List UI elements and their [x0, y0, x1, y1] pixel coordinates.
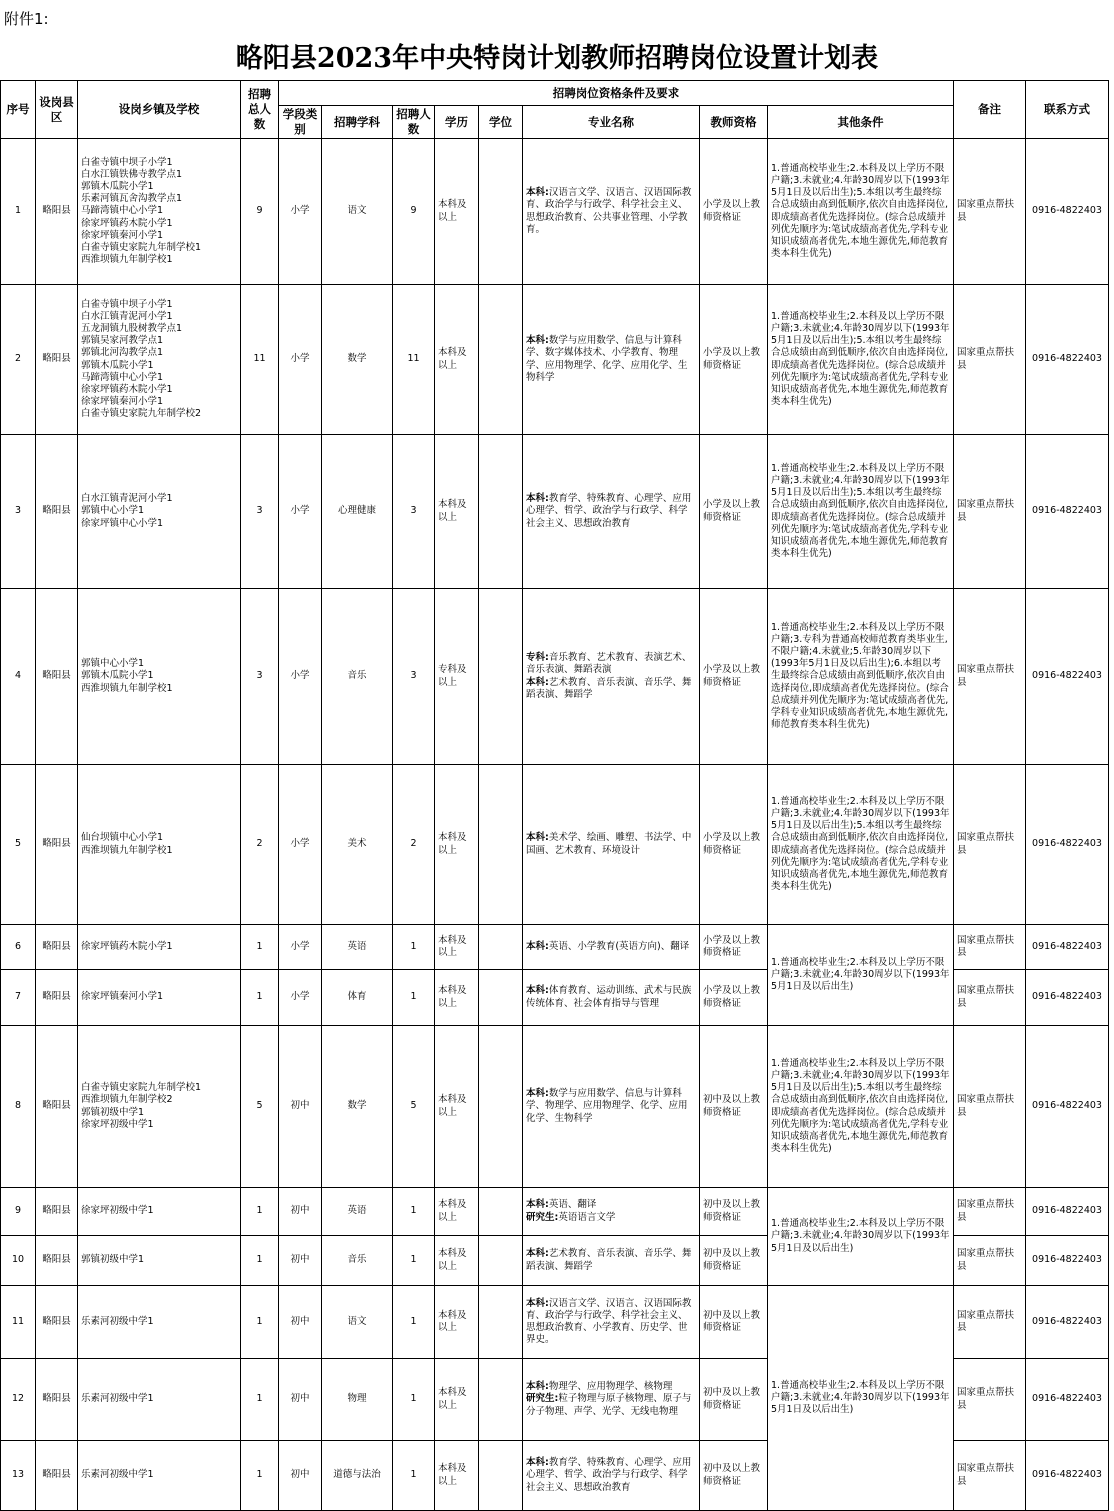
major-list: 音乐教育、艺术教育、表演艺术、音乐表演、舞蹈表演: [526, 652, 692, 676]
row-degree: [479, 765, 523, 925]
major-level-label: 研究生:: [526, 1211, 559, 1223]
school-item: 徐家坪镇秦河小学1: [81, 395, 164, 407]
header-degree: 学位: [479, 106, 523, 139]
row-total: 11: [241, 285, 279, 435]
row-edu: 本科及以上: [435, 970, 479, 1026]
row-contact: 0916-4822403: [1026, 1236, 1109, 1286]
school-item: 白水江镇青泥河小学1: [81, 310, 173, 322]
row-county: 略阳县: [36, 285, 78, 435]
row-major: [523, 589, 700, 765]
header-major: 专业名称: [523, 106, 700, 139]
major-level-label: 本科:: [526, 1297, 549, 1309]
school-item: 郭镇中心小学1: [81, 505, 145, 517]
row-county: 略阳县: [36, 139, 78, 285]
row-major: [523, 1441, 700, 1511]
major-list: 英语、小学教育(英语方向)、翻译: [548, 940, 690, 952]
row-schools: [78, 1359, 241, 1441]
row-schools: [78, 925, 241, 970]
row-county: 略阳县: [36, 589, 78, 765]
school-item: 郭镇木瓜院小学1: [81, 359, 154, 371]
row-cert: 小学及以上教师资格证: [700, 139, 768, 285]
row-other-conditions: 1.普通高校毕业生;2.本科及以上学历不限户籍;3.未就业;4.年龄30周岁以下(1993年5月1日及以后出生): [768, 925, 954, 1026]
school-item: 白水江镇铁佛寺教学点1: [81, 168, 183, 180]
row-remark: 国家重点帮扶县: [954, 1441, 1026, 1511]
row-county: 略阳县: [36, 1286, 78, 1359]
row-cert: 小学及以上教师资格证: [700, 589, 768, 765]
school-item: 郭镇初级中学1: [81, 1106, 145, 1118]
row-subject: 美术: [322, 765, 393, 925]
row-degree: [479, 589, 523, 765]
row-count: 1: [393, 1441, 435, 1511]
row-cert: 初中及以上教师资格证: [700, 1441, 768, 1511]
row-other-conditions: 1.普通高校毕业生;2.本科及以上学历不限户籍;3.未就业;4.年龄30周岁以下(1993年5月1日及以后出生);5.本组以考生最终综合总成绩由高到低顺序,依次自由选择岗位,即成绩高者优先选择岗位。(综合总成绩并列优先顺序为:笔试成绩高者优先,学科专业知识成绩高者优先,本地生源优先,师范教育类本科生优先): [768, 139, 954, 285]
row-other-conditions: 1.普通高校毕业生;2.本科及以上学历不限户籍;3.专科为普通高校师范教育类毕业生,不限户籍;4.未就业;5.年龄30周岁以下(1993年5月1日及以后出生);6.本组以考生最终综合总成绩由高到低顺序,依次自由选择岗位,即成绩高者优先选择岗位。(综合总成绩并列优先顺序为:笔试成绩高者优先,学科专业知识成绩高者优先,本地生源优先,师范教育类本科生优先): [768, 589, 954, 765]
major-list: 汉语言文学、汉语言、汉语国际教育、政治学与行政学、科学社会主义、思想政治教育、公共事业管理、小学教育。: [526, 187, 692, 235]
row-remark: 国家重点帮扶县: [954, 1359, 1026, 1441]
major-level-label: 本科:: [526, 1457, 549, 1469]
major-list: 数学与应用数学、信息与计算科学、数字媒体技术、小学教育、物理学、应用物理学、化学、应用化学、生物科学: [526, 335, 688, 383]
row-cert: 初中及以上教师资格证: [700, 1286, 768, 1359]
row-cert: 小学及以上教师资格证: [700, 435, 768, 589]
row-remark: 国家重点帮扶县: [954, 589, 1026, 765]
row-stage: 小学: [279, 139, 322, 285]
row-edu: 本科及以上: [435, 139, 479, 285]
row-edu: 本科及以上: [435, 285, 479, 435]
row-contact: 0916-4822403: [1026, 1188, 1109, 1236]
row-other-conditions: 1.普通高校毕业生;2.本科及以上学历不限户籍;3.未就业;4.年龄30周岁以下(1993年5月1日及以后出生): [768, 1188, 954, 1286]
row-stage: 小学: [279, 285, 322, 435]
row-count: 2: [393, 765, 435, 925]
row-seq: 6: [1, 925, 36, 970]
header-count: 招聘人数: [393, 106, 435, 139]
row-total: 1: [241, 1286, 279, 1359]
row-total: 1: [241, 925, 279, 970]
header-stage: 学段类别: [279, 106, 322, 139]
major-list: 数学与应用数学、信息与计算科学、物理学、应用物理学、化学、应用化学、生物科学: [526, 1088, 688, 1124]
row-cert: 初中及以上教师资格证: [700, 1236, 768, 1286]
school-item: 徐家坪镇秦河小学1: [81, 229, 164, 241]
school-item: 白雀寺镇史家院九年制学校1: [81, 241, 202, 253]
row-cert: 小学及以上教师资格证: [700, 765, 768, 925]
row-degree: [479, 435, 523, 589]
row-stage: 初中: [279, 1236, 322, 1286]
major-level-label: 本科:: [526, 940, 549, 952]
row-total: 1: [241, 1188, 279, 1236]
row-contact: 0916-4822403: [1026, 1026, 1109, 1188]
row-count: 1: [393, 1359, 435, 1441]
header-subject: 招聘学科: [322, 106, 393, 139]
school-item: 西淮坝镇九年制学校1: [81, 254, 173, 266]
header-total: 招聘总人数: [241, 81, 279, 139]
major-list: 教育学、特殊教育、心理学、应用心理学、哲学、政治学与行政学、科学社会主义、思想政治教育: [526, 1457, 692, 1493]
major-level-label: 本科:: [526, 1248, 549, 1260]
row-remark: 国家重点帮扶县: [954, 925, 1026, 970]
header-seq: 序号: [1, 81, 36, 139]
row-seq: 4: [1, 589, 36, 765]
row-schools: [78, 1026, 241, 1188]
row-count: 3: [393, 435, 435, 589]
header-county: 设岗县区: [36, 81, 78, 139]
row-seq: 10: [1, 1236, 36, 1286]
row-total: 2: [241, 765, 279, 925]
major-level-label: 本科:: [526, 187, 549, 199]
major-level-label: 本科:: [526, 832, 549, 844]
row-subject: 体育: [322, 970, 393, 1026]
row-major: [523, 1026, 700, 1188]
row-edu: 本科及以上: [435, 765, 479, 925]
table-row: [1, 765, 1109, 925]
row-cert: 初中及以上教师资格证: [700, 1359, 768, 1441]
row-total: 1: [241, 970, 279, 1026]
school-item: 徐家坪镇药木院小学1: [81, 217, 173, 229]
row-contact: 0916-4822403: [1026, 139, 1109, 285]
row-count: 3: [393, 589, 435, 765]
major-level-label: 本科:: [526, 1381, 549, 1393]
row-contact: 0916-4822403: [1026, 285, 1109, 435]
row-count: 9: [393, 139, 435, 285]
school-item: 仙台坝镇中心小学1: [81, 832, 164, 844]
row-seq: 7: [1, 970, 36, 1026]
row-stage: 初中: [279, 1286, 322, 1359]
attachment-label: 附件1:: [4, 10, 49, 28]
row-subject: 英语: [322, 1188, 393, 1236]
row-edu: 本科及以上: [435, 1286, 479, 1359]
major-list: 粒子物理与原子核物理、原子与分子物理、声学、光学、无线电物理: [526, 1393, 692, 1417]
row-major: [523, 1286, 700, 1359]
school-item: 郭镇北河沟教学点1: [81, 347, 164, 359]
row-county: 略阳县: [36, 1236, 78, 1286]
row-seq: 9: [1, 1188, 36, 1236]
major-level-label: 本科:: [526, 1199, 549, 1211]
row-degree: [479, 1286, 523, 1359]
table-body: [1, 139, 1109, 1511]
school-item: 郭镇木瓜院小学1: [81, 670, 154, 682]
row-county: 略阳县: [36, 1188, 78, 1236]
row-edu: 本科及以上: [435, 1236, 479, 1286]
school-item: 五龙洞镇九股树教学点1: [81, 323, 183, 335]
school-item: 乐素河初级中学1: [81, 1393, 154, 1405]
row-degree: [479, 139, 523, 285]
row-major: [523, 1188, 700, 1236]
major-level-label: 研究生:: [526, 1393, 559, 1405]
row-subject: 音乐: [322, 589, 393, 765]
row-subject: 数学: [322, 1026, 393, 1188]
row-subject: 道德与法治: [322, 1441, 393, 1511]
row-stage: 小学: [279, 970, 322, 1026]
row-contact: 0916-4822403: [1026, 765, 1109, 925]
row-degree: [479, 1236, 523, 1286]
major-list: 英语语言文学: [558, 1211, 616, 1223]
major-list: 汉语言文学、汉语言、汉语国际教育、政治学与行政学、科学社会主义、思想政治教育、小学教育、历史学、世界史。: [526, 1297, 692, 1346]
row-stage: 小学: [279, 589, 322, 765]
row-contact: 0916-4822403: [1026, 1359, 1109, 1441]
row-count: 1: [393, 925, 435, 970]
row-other-conditions: 1.普通高校毕业生;2.本科及以上学历不限户籍;3.未就业;4.年龄30周岁以下(1993年5月1日及以后出生);5.本组以考生最终综合总成绩由高到低顺序,依次自由选择岗位,即成绩高者优先选择岗位。(综合总成绩并列优先顺序为:笔试成绩高者优先,学科专业知识成绩高者优先,本地生源优先,师范教育类本科生优先): [768, 285, 954, 435]
row-count: 5: [393, 1026, 435, 1188]
row-cert: 初中及以上教师资格证: [700, 1188, 768, 1236]
row-degree: [479, 1359, 523, 1441]
row-seq: 5: [1, 765, 36, 925]
major-level-label: 本科:: [526, 335, 549, 347]
row-schools: [78, 139, 241, 285]
major-list: 物理学、应用物理学、核物理: [548, 1381, 673, 1393]
major-level-label: 本科:: [526, 985, 549, 997]
row-remark: 国家重点帮扶县: [954, 1236, 1026, 1286]
row-subject: 音乐: [322, 1236, 393, 1286]
school-item: 徐家坪初级中学1: [81, 1118, 154, 1130]
major-list: 艺术教育、音乐表演、音乐学、舞蹈表演、舞蹈学: [526, 676, 692, 700]
row-stage: 小学: [279, 925, 322, 970]
row-count: 1: [393, 1188, 435, 1236]
major-level-label: 本科:: [526, 493, 549, 505]
row-contact: 0916-4822403: [1026, 589, 1109, 765]
row-total: 3: [241, 435, 279, 589]
row-major: [523, 1359, 700, 1441]
row-total: 1: [241, 1359, 279, 1441]
table-row: [1, 139, 1109, 285]
row-county: 略阳县: [36, 970, 78, 1026]
row-seq: 3: [1, 435, 36, 589]
table-row: [1, 1026, 1109, 1188]
school-item: 徐家坪镇秦河小学1: [81, 991, 164, 1003]
row-major: [523, 285, 700, 435]
row-schools: [78, 435, 241, 589]
major-list: 体育教育、运动训练、武术与民族传统体育、社会体育指导与管理: [526, 985, 692, 1009]
row-stage: 小学: [279, 435, 322, 589]
school-item: 徐家坪镇药木院小学1: [81, 940, 173, 952]
row-county: 略阳县: [36, 1026, 78, 1188]
school-item: 白雀寺镇中坝子小学1: [81, 156, 173, 168]
major-level-label: 本科:: [526, 1088, 549, 1100]
row-count: 1: [393, 1236, 435, 1286]
row-subject: 数学: [322, 285, 393, 435]
row-remark: 国家重点帮扶县: [954, 1286, 1026, 1359]
row-seq: 2: [1, 285, 36, 435]
header-other: 其他条件: [768, 106, 954, 139]
header-remark: 备注: [954, 81, 1026, 139]
header-edu: 学历: [435, 106, 479, 139]
school-item: 郭镇吴家河教学点1: [81, 335, 164, 347]
row-degree: [479, 1026, 523, 1188]
major-list: 教育学、特殊教育、心理学、应用心理学、哲学、政治学与行政学、科学社会主义、思想政治教育: [526, 493, 692, 529]
row-edu: 本科及以上: [435, 1441, 479, 1511]
row-schools: [78, 285, 241, 435]
row-seq: 11: [1, 1286, 36, 1359]
major-list: 英语、翻译: [548, 1199, 597, 1211]
school-item: 西淮坝镇九年制学校1: [81, 844, 173, 856]
row-cert: 小学及以上教师资格证: [700, 285, 768, 435]
row-other-conditions: 1.普通高校毕业生;2.本科及以上学历不限户籍;3.未就业;4.年龄30周岁以下(1993年5月1日及以后出生);5.本组以考生最终综合总成绩由高到低顺序,依次自由选择岗位,即成绩高者优先选择岗位。(综合总成绩并列优先顺序为:笔试成绩高者优先,学科专业知识成绩高者优先,本地生源优先,师范教育类本科生优先): [768, 435, 954, 589]
table-row: [1, 435, 1109, 589]
table-row: [1, 1188, 1109, 1236]
row-schools: [78, 1441, 241, 1511]
row-remark: 国家重点帮扶县: [954, 1026, 1026, 1188]
row-subject: 心理健康: [322, 435, 393, 589]
school-item: 郭镇木瓜院小学1: [81, 181, 154, 193]
row-major: [523, 435, 700, 589]
row-stage: 初中: [279, 1188, 322, 1236]
row-schools: [78, 589, 241, 765]
row-county: 略阳县: [36, 1441, 78, 1511]
row-contact: 0916-4822403: [1026, 1286, 1109, 1359]
row-contact: 0916-4822403: [1026, 1441, 1109, 1511]
header-schools: 设岗乡镇及学校: [78, 81, 241, 139]
table-row: [1, 589, 1109, 765]
school-item: 乐素河初级中学1: [81, 1315, 154, 1327]
row-count: 1: [393, 970, 435, 1026]
row-contact: 0916-4822403: [1026, 970, 1109, 1026]
table-row: [1, 1286, 1109, 1359]
major-level-label: 专科:: [526, 652, 549, 664]
row-major: [523, 1236, 700, 1286]
row-stage: 初中: [279, 1026, 322, 1188]
school-item: 西淮坝镇九年制学校1: [81, 682, 173, 694]
row-county: 略阳县: [36, 435, 78, 589]
row-edu: 本科及以上: [435, 1026, 479, 1188]
row-remark: 国家重点帮扶县: [954, 765, 1026, 925]
row-degree: [479, 970, 523, 1026]
row-edu: 专科及以上: [435, 589, 479, 765]
row-total: 1: [241, 1236, 279, 1286]
row-county: 略阳县: [36, 765, 78, 925]
table-row: [1, 285, 1109, 435]
row-remark: 国家重点帮扶县: [954, 285, 1026, 435]
header-requirements: 招聘岗位资格条件及要求: [279, 81, 954, 106]
row-remark: 国家重点帮扶县: [954, 435, 1026, 589]
row-total: 9: [241, 139, 279, 285]
row-edu: 本科及以上: [435, 435, 479, 589]
row-count: 1: [393, 1286, 435, 1359]
school-item: 马蹄湾镇中心小学1: [81, 205, 164, 217]
row-county: 略阳县: [36, 1359, 78, 1441]
row-major: [523, 765, 700, 925]
recruitment-table: [0, 80, 1109, 1511]
row-contact: 0916-4822403: [1026, 925, 1109, 970]
major-list: 艺术教育、音乐表演、音乐学、舞蹈表演、舞蹈学: [526, 1248, 692, 1272]
row-seq: 8: [1, 1026, 36, 1188]
row-total: 1: [241, 1441, 279, 1511]
school-item: 徐家坪镇中心小学1: [81, 517, 164, 529]
row-remark: 国家重点帮扶县: [954, 1188, 1026, 1236]
school-item: 白雀寺镇中坝子小学1: [81, 298, 173, 310]
row-schools: [78, 1236, 241, 1286]
row-major: [523, 970, 700, 1026]
school-item: 白雀寺镇史家院九年制学校2: [81, 408, 202, 420]
row-degree: [479, 1188, 523, 1236]
school-item: 白水江镇青泥河小学1: [81, 493, 173, 505]
header-cert: 教师资格: [700, 106, 768, 139]
row-subject: 物理: [322, 1359, 393, 1441]
row-seq: 12: [1, 1359, 36, 1441]
row-edu: 本科及以上: [435, 1359, 479, 1441]
school-item: 徐家坪镇药木院小学1: [81, 383, 173, 395]
row-remark: 国家重点帮扶县: [954, 139, 1026, 285]
row-total: 5: [241, 1026, 279, 1188]
row-other-conditions: 1.普通高校毕业生;2.本科及以上学历不限户籍;3.未就业;4.年龄30周岁以下(1993年5月1日及以后出生);5.本组以考生最终综合总成绩由高到低顺序,依次自由选择岗位,即成绩高者优先选择岗位。(综合总成绩并列优先顺序为:笔试成绩高者优先,学科专业知识成绩高者优先,本地生源优先,师范教育类本科生优先): [768, 765, 954, 925]
row-schools: [78, 970, 241, 1026]
row-cert: 小学及以上教师资格证: [700, 970, 768, 1026]
row-stage: 小学: [279, 765, 322, 925]
row-other-conditions: 1.普通高校毕业生;2.本科及以上学历不限户籍;3.未就业;4.年龄30周岁以下(1993年5月1日及以后出生);5.本组以考生最终综合总成绩由高到低顺序,依次自由选择岗位,即成绩高者优先选择岗位。(综合总成绩并列优先顺序为:笔试成绩高者优先,学科专业知识成绩高者优先,本地生源优先,师范教育类本科生优先): [768, 1026, 954, 1188]
row-seq: 1: [1, 139, 36, 285]
header-contact: 联系方式: [1026, 81, 1109, 139]
table-row: [1, 925, 1109, 970]
row-major: [523, 925, 700, 970]
school-item: 白雀寺镇史家院九年制学校1: [81, 1082, 202, 1094]
row-major: [523, 139, 700, 285]
row-county: 略阳县: [36, 925, 78, 970]
row-subject: 英语: [322, 925, 393, 970]
row-subject: 语文: [322, 139, 393, 285]
row-schools: [78, 1188, 241, 1236]
row-total: 3: [241, 589, 279, 765]
row-edu: 本科及以上: [435, 1188, 479, 1236]
row-degree: [479, 285, 523, 435]
school-item: 乐素河镇瓦舍沟教学点1: [81, 193, 183, 205]
row-cert: 初中及以上教师资格证: [700, 1026, 768, 1188]
row-schools: [78, 765, 241, 925]
row-subject: 语文: [322, 1286, 393, 1359]
school-item: 乐素河初级中学1: [81, 1469, 154, 1481]
page-title: 略阳县2023年中央特岗计划教师招聘岗位设置计划表: [235, 43, 879, 74]
row-contact: 0916-4822403: [1026, 435, 1109, 589]
row-cert: 小学及以上教师资格证: [700, 925, 768, 970]
major-list: 美术学、绘画、雕塑、书法学、中国画、艺术教育、环境设计: [526, 832, 692, 856]
row-degree: [479, 925, 523, 970]
row-degree: [479, 1441, 523, 1511]
row-edu: 本科及以上: [435, 925, 479, 970]
row-remark: 国家重点帮扶县: [954, 970, 1026, 1026]
major-level-label: 本科:: [526, 676, 549, 688]
school-item: 郭镇中心小学1: [81, 658, 145, 670]
row-schools: [78, 1286, 241, 1359]
row-count: 11: [393, 285, 435, 435]
school-item: 徐家坪初级中学1: [81, 1205, 154, 1217]
school-item: 郭镇初级中学1: [81, 1254, 145, 1266]
row-other-conditions: 1.普通高校毕业生;2.本科及以上学历不限户籍;3.未就业;4.年龄30周岁以下(1993年5月1日及以后出生): [768, 1286, 954, 1511]
row-stage: 初中: [279, 1441, 322, 1511]
school-item: 马蹄湾镇中心小学1: [81, 371, 164, 383]
school-item: 西淮坝镇九年制学校2: [81, 1094, 173, 1106]
row-stage: 初中: [279, 1359, 322, 1441]
row-seq: 13: [1, 1441, 36, 1511]
